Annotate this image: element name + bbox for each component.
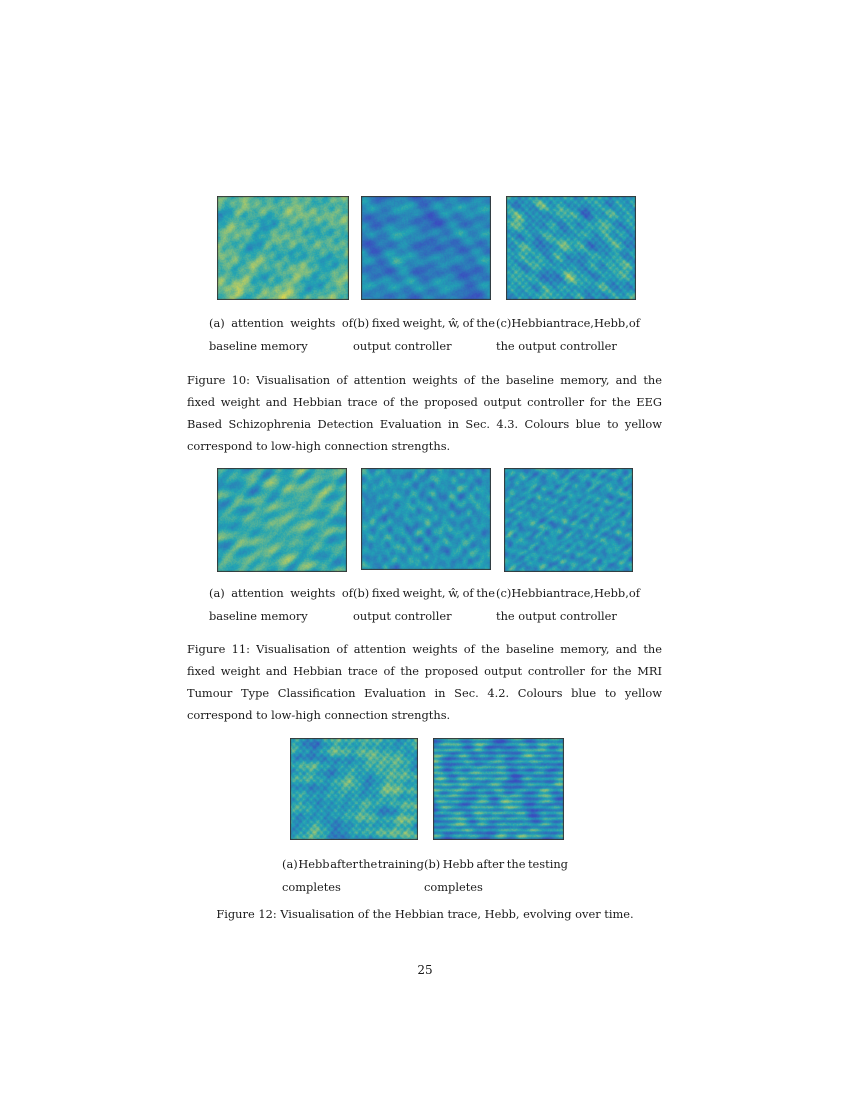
subcaption-line2: the output controller [496,609,617,623]
subcaption-line1 [209,582,353,605]
fig10-heatmap-b [361,196,491,300]
word: fixed [371,586,400,600]
fig11-heatmap-c [504,468,633,572]
word: of [628,586,640,600]
fig10-panel-a [208,196,351,306]
figure-12-caption: Figure 12: Visualisation of the Hebbian trace, Hebb, evolving over time. [216,907,634,921]
fig12-heatmap-a [290,738,418,840]
subcaption-line2: output controller [353,339,452,353]
subcaption-line2: baseline memory [209,339,308,353]
fig12-panel-b [424,736,568,844]
fig10-subcaption-a [209,312,353,358]
word: ŵ, [448,586,460,600]
word: testing [527,857,568,871]
word: the [476,586,495,600]
subcaption-line2: completes [424,880,483,894]
word: (c) [496,316,512,330]
fig11-subcaption-a [209,582,353,628]
word: weights [290,316,336,330]
subcaption-line1 [496,582,640,605]
fig12-subcaption-b [424,853,568,899]
fig10-heatmap-c [506,196,636,300]
word: of [462,316,474,330]
word: training [377,857,424,871]
fig11-heatmap-b [361,468,491,570]
subcaption-line1 [209,312,353,335]
word: trace, [560,316,594,330]
word: (c) [496,586,512,600]
page-number: 25 [417,963,433,977]
word: the [476,316,495,330]
word: attention [231,316,284,330]
fig12-panel-a [281,736,421,844]
subcaption-line2: output controller [353,609,452,623]
word: Hebb, [593,316,629,330]
word: weights [290,586,336,600]
subcaption-line2: completes [282,880,341,894]
word: of [462,586,474,600]
word: (b) [424,857,441,871]
fig10-panel-c [497,196,639,306]
word: Hebbian [511,316,561,330]
fig11-panel-b [352,466,492,578]
fig12-subcaption-a [282,853,424,899]
subcaption-line1 [282,853,424,876]
fig11-panel-a [208,466,348,578]
fig11-heatmap-a [217,468,347,572]
word: after [476,857,505,871]
word: Hebb [298,857,330,871]
subcaption-line1 [424,853,568,876]
subcaption-line2: baseline memory [209,609,308,623]
fig10-panel-b [352,196,495,306]
word: fixed [371,316,400,330]
word: of [341,316,353,330]
word: Hebbian [511,586,561,600]
figure-11-caption: Figure 11: Visualisation of attention weights of the baseline memory, and the fixed weight and Hebbian trace of the proposed output controller for the MRI Tumour Type Classification Evaluation in Sec. 4.2. Colours blue to yellow correspond to low-high connection strengths. [187,642,662,722]
word: ŵ, [448,316,460,330]
fig10-subcaption-c [496,312,640,358]
subcaption-line2: the output controller [496,339,617,353]
fig11-subcaption-c [496,582,640,628]
subcaption-line1 [353,582,495,605]
word: (b) [353,316,370,330]
subcaption-line1 [353,312,495,335]
word: weight, [402,316,446,330]
word: the [506,857,526,871]
word: of [341,586,353,600]
fig10-heatmap-a [217,196,349,300]
fig11-panel-c [495,466,637,578]
word: (a) [209,586,225,600]
word: after [330,857,358,871]
fig11-subcaption-b [353,582,495,628]
word: weight, [402,586,446,600]
word: (b) [353,586,370,600]
subcaption-line1 [496,312,640,335]
word: Hebb [442,857,474,871]
fig10-subcaption-b [353,312,495,358]
word: trace, [560,586,594,600]
fig12-heatmap-b [433,738,564,840]
word: the [358,857,378,871]
word: (a) [209,316,225,330]
word: (a) [282,857,298,871]
word: attention [231,586,284,600]
word: of [628,316,640,330]
word: Hebb, [593,586,629,600]
figure-10-caption: Figure 10: Visualisation of attention weights of the baseline memory, and the fixed weight and Hebbian trace of the proposed output controller for the EEG Based Schizophrenia Detection Evaluation in Sec. 4.3. Colours blue to yellow correspond to low-high connection strengths. [187,373,662,453]
